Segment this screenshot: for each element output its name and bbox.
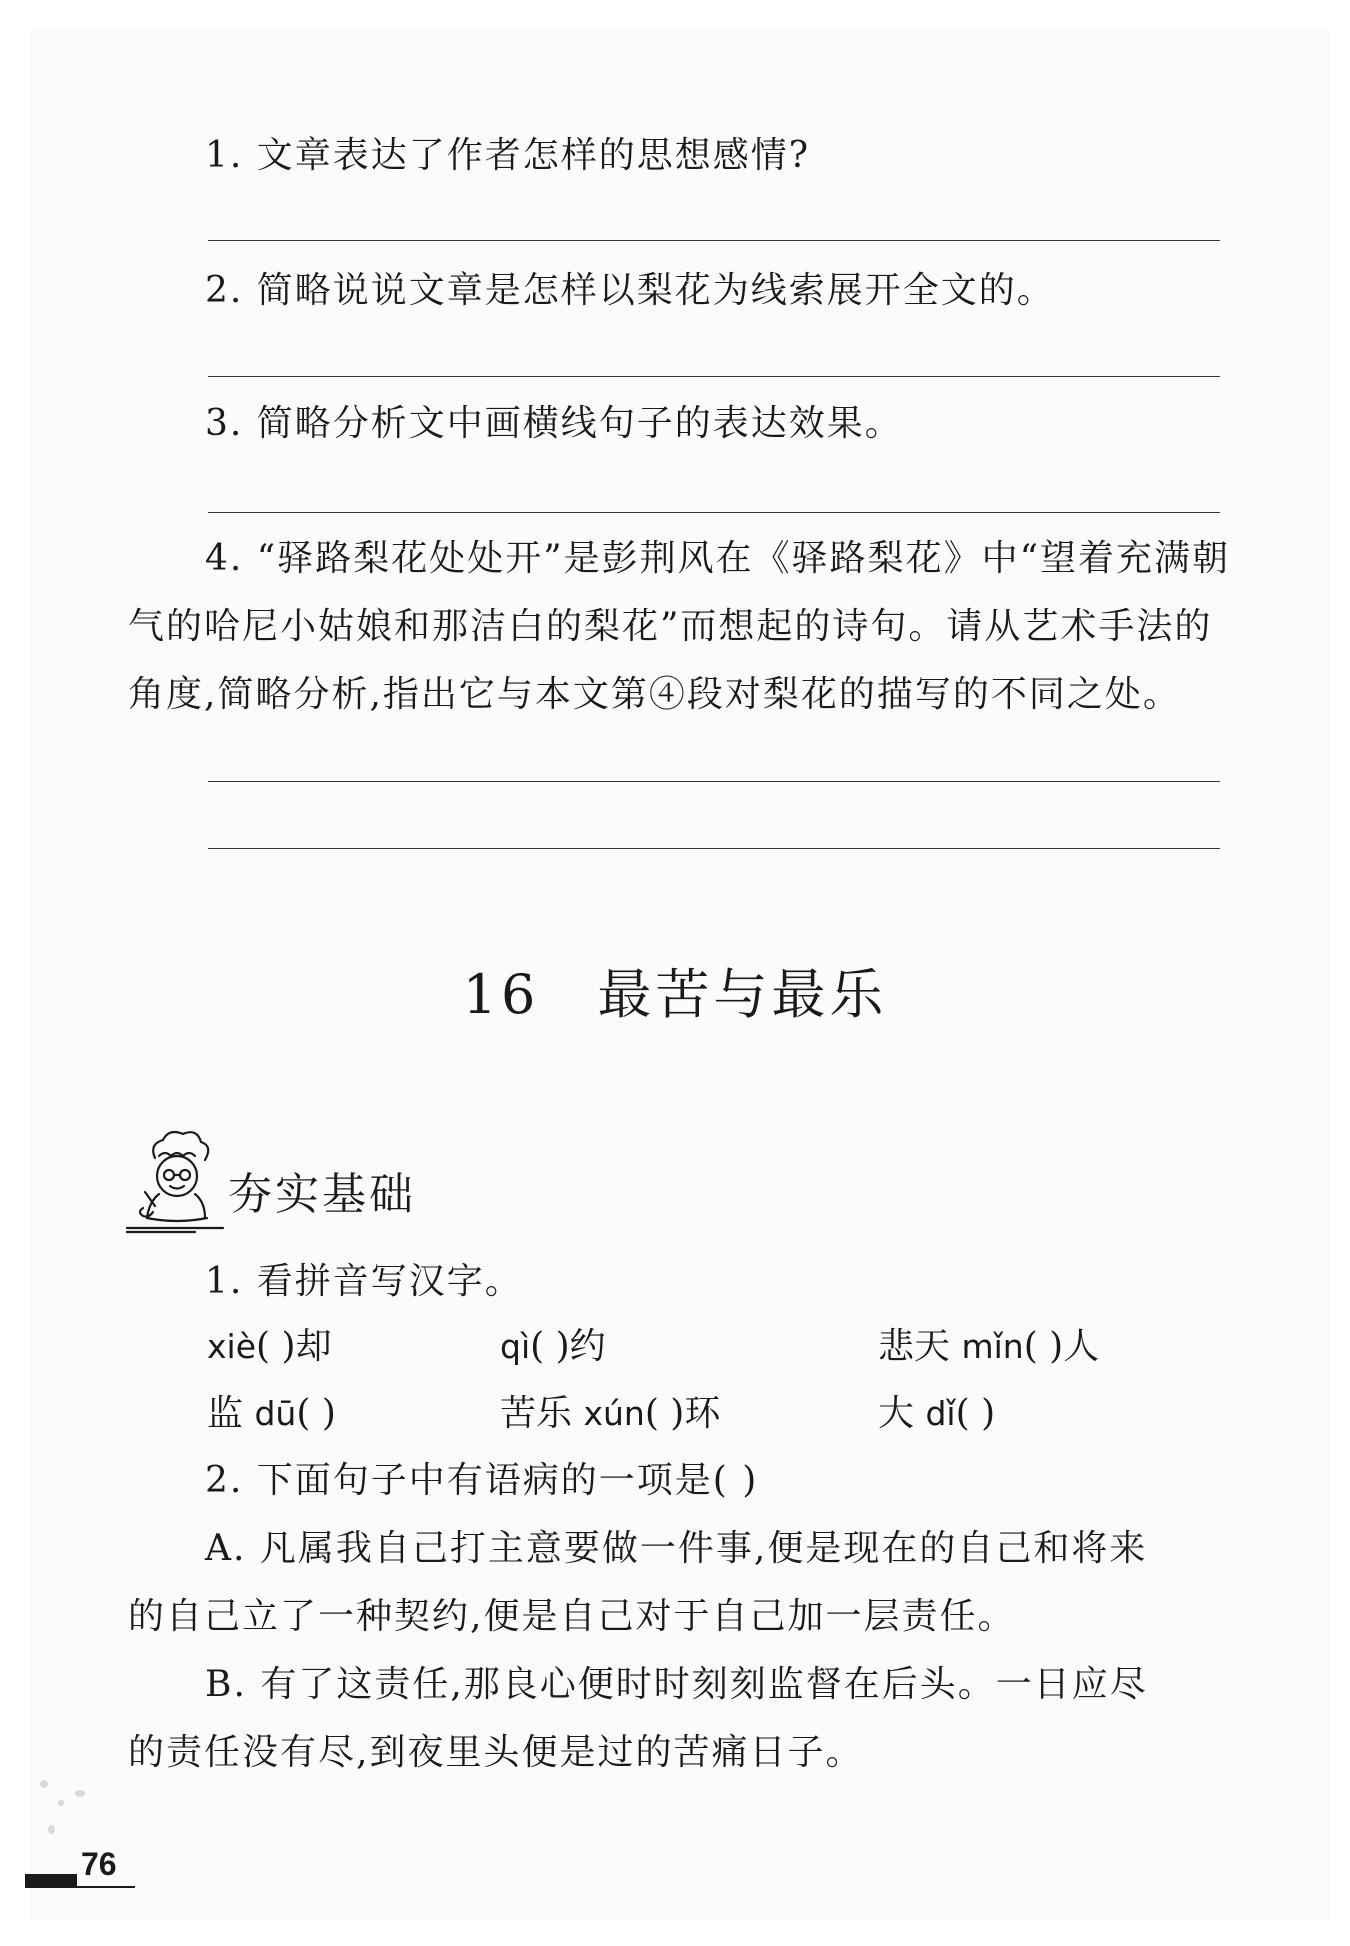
answer-line-q3[interactable] <box>208 512 1220 513</box>
section-label: 夯实基础 <box>228 1169 416 1220</box>
answer-line-q4-2[interactable] <box>208 848 1220 849</box>
exercise-1-prompt: 1. 看拼音写汉字。 <box>205 1261 523 1302</box>
answer-blank[interactable]: ( ) <box>955 1393 996 1434</box>
question-4-line-3: 角度,简略分析,指出它与本文第④段对梨花的描写的不同之处。 <box>128 674 1181 715</box>
lesson-number: 16 <box>462 963 540 1026</box>
question-4-line-2: 气的哈尼小姑娘和那洁白的梨花”而想起的诗句。请从艺术手法的 <box>128 606 1213 647</box>
page-number-block <box>25 1846 135 1892</box>
option-a-line-1[interactable]: A. 凡属我自己打主意要做一件事,便是现在的自己和将来 <box>205 1528 1148 1569</box>
pinyin-item-6: 大 dǐ( ) <box>878 1393 996 1434</box>
lesson-title <box>0 960 1350 1030</box>
scan-speck <box>48 1825 55 1834</box>
scan-speck <box>75 1790 85 1797</box>
page-number: 76 <box>81 1846 117 1882</box>
pinyin-item-5: 苦乐 xún( )环 <box>500 1393 721 1434</box>
option-b-line-2: 的责任没有尽,到夜里头便是过的苦痛日子。 <box>128 1732 864 1773</box>
scan-speck <box>40 1780 48 1788</box>
answer-line-q2[interactable] <box>208 376 1220 377</box>
pinyin-item-2: qì( )约 <box>500 1326 606 1367</box>
pinyin-item-1: xiè( )却 <box>207 1326 332 1367</box>
exercise-2-prompt: 2. 下面句子中有语病的一项是( ) <box>205 1460 759 1501</box>
question-3: 3. 简略分析文中画横线句子的表达效果。 <box>205 403 903 444</box>
answer-blank[interactable]: ( ) <box>1023 1326 1064 1367</box>
pinyin-item-3: 悲天 mǐn( )人 <box>878 1326 1100 1367</box>
option-a-line-2: 的自己立了一种契约,便是自己对于自己加一层责任。 <box>128 1596 1016 1637</box>
answer-blank[interactable]: ( ) <box>644 1393 685 1434</box>
answer-blank[interactable]: ( ) <box>296 1393 336 1434</box>
pinyin-item-4: 监 dū( ) <box>207 1393 336 1434</box>
question-2: 2. 简略说说文章是怎样以梨花为线索展开全文的。 <box>205 270 1055 311</box>
teacher-writing-icon <box>125 1128 235 1238</box>
answer-blank[interactable]: ( ) <box>256 1326 296 1367</box>
answer-blank[interactable]: ( ) <box>530 1326 570 1367</box>
question-1: 1. 文章表达了作者怎样的思想感情? <box>205 135 811 176</box>
lesson-name: 最苦与最乐 <box>597 963 888 1026</box>
page-number-underline <box>25 1886 135 1888</box>
answer-line-q1[interactable] <box>208 240 1220 241</box>
answer-line-q4-1[interactable] <box>208 781 1220 782</box>
scan-speck <box>58 1800 64 1806</box>
section-header <box>125 1128 455 1238</box>
option-b-line-1[interactable]: B. 有了这责任,那良心便时时刻刻监督在后头。一日应尽 <box>205 1664 1148 1705</box>
page-number-bar <box>25 1874 77 1886</box>
question-4-line-1: 4. “驿路梨花处处开”是彭荆风在《驿路梨花》中“望着充满朝 <box>205 538 1231 579</box>
